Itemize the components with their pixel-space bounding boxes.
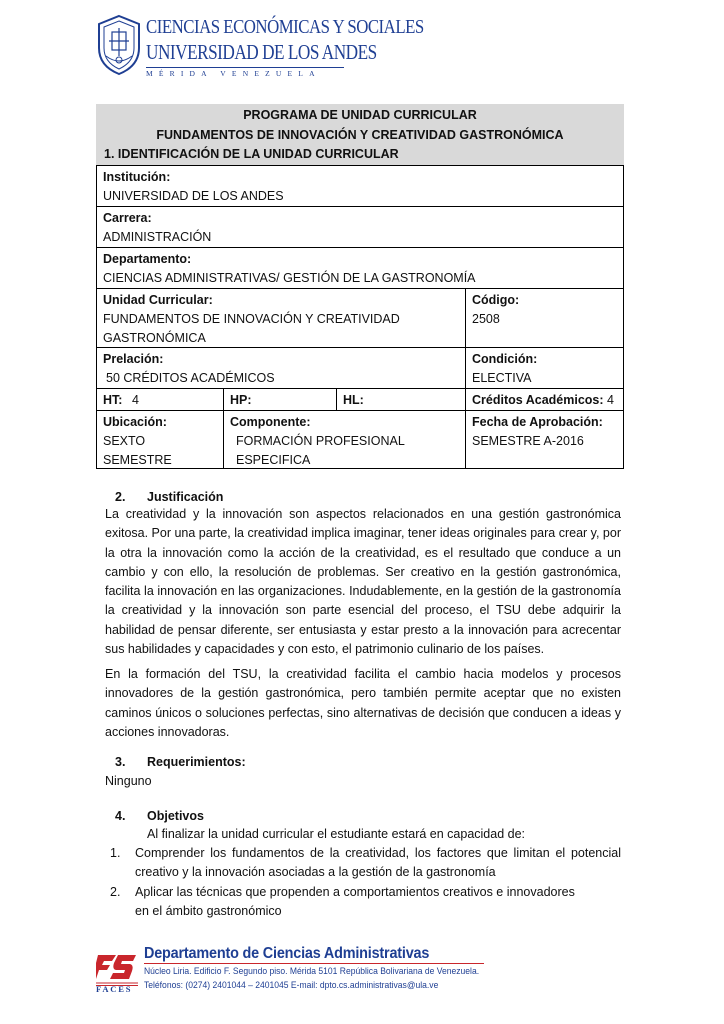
creditos-label: Créditos Académicos: <box>472 393 604 407</box>
justificacion-paragraph-1: La creatividad y la innovación son aspectos relacionados en una gestión gastronómica exitosa. Por una parte, la creatividad implica imaginar, tener ideas originales para crear y, por la otra la innovación como la acción de la creatividad, es el resultado que conduce a un cambio y con ello, la resolución de problemas. Ser creativo en la gestión gastronómica, facilita la innovación en las organizaciones. Indudablemente, en la gestión de la gastronomía la creatividad y la innovación son parte esencial del proceso, el TSU debe adquirir la habilidad de pensar diferente, ser entusiasta y estar presto a la innovación para acrecentar sus habilidades y capacidades y con esto, el patrimonio culinario de los países. <box>105 507 622 657</box>
institucion-label: Institución: <box>103 170 171 184</box>
componente-label: Componente: <box>230 415 311 429</box>
hl-label: HL: <box>343 393 364 407</box>
codigo-value: 2508 <box>472 312 500 326</box>
department-footer <box>96 944 526 1004</box>
header-university-name: UNIVERSIDAD DE LOS ANDES <box>146 40 377 64</box>
prelacion-cell <box>97 348 466 389</box>
objective-2-line-2: en el ámbito gastronómico <box>135 904 282 918</box>
hp-cell <box>224 389 337 411</box>
creditos-cell <box>466 389 623 411</box>
requerimientos-value: Ninguno <box>105 774 152 788</box>
codigo-cell <box>466 289 623 348</box>
ubicacion-cell <box>97 411 224 468</box>
unidad-curricular-cell <box>97 289 466 348</box>
objetivos-intro: Al finalizar la unidad curricular el estudiante estará en capacidad de: <box>147 827 526 841</box>
unidad-curricular-value-1: FUNDAMENTOS DE INNOVACIÓN Y CREATIVIDAD <box>103 312 400 326</box>
ht-value: 4 <box>131 393 139 407</box>
course-title: FUNDAMENTOS DE INNOVACIÓN Y CREATIVIDAD GASTRONÓMICA <box>156 128 564 142</box>
hp-label: HP: <box>230 393 252 407</box>
program-title: PROGRAMA DE UNIDAD CURRICULAR <box>243 108 477 122</box>
university-header <box>96 14 424 80</box>
componente-cell <box>224 411 466 468</box>
header-divider <box>146 67 344 68</box>
objective-1-number: 1. <box>110 846 121 860</box>
hl-cell <box>337 389 466 411</box>
departamento-label: Departamento: <box>103 252 192 266</box>
institucion-value: UNIVERSIDAD DE LOS ANDES <box>103 189 284 203</box>
section-3-number: 3. <box>115 755 126 769</box>
department-contact: Teléfonos: (0274) 2401044 – 2401045 E-mail: dpto.cs.administrativas@ula.ve <box>144 980 439 991</box>
carrera-value: ADMINISTRACIÓN <box>103 230 212 244</box>
section-1-heading: 1. IDENTIFICACIÓN DE LA UNIDAD CURRICULAR <box>104 147 399 161</box>
section-2-heading: Justificación <box>147 490 224 504</box>
section-2-number: 2. <box>115 490 126 504</box>
header-faculty-name: CIENCIAS ECONÓMICAS Y SOCIALES <box>146 16 424 38</box>
fecha-aprobacion-value: SEMESTRE A-2016 <box>472 434 584 448</box>
ubicacion-label: Ubicación: <box>103 415 167 429</box>
department-name: Departamento de Ciencias Administrativas <box>144 945 430 962</box>
fecha-aprobacion-cell <box>466 411 623 468</box>
university-seal-icon <box>96 14 142 76</box>
unidad-curricular-value-2: GASTRONÓMICA <box>103 331 206 345</box>
ht-label: HT: <box>103 393 123 407</box>
objective-1-text: Comprender los fundamentos de la creatividad, los factores que limitan el potencial creativo y la innovación asociadas a la gestión de la gastronomía <box>135 846 621 880</box>
carrera-cell <box>97 207 623 248</box>
program-title-block <box>96 104 624 165</box>
codigo-label: Código: <box>472 293 520 307</box>
unidad-curricular-label: Unidad Curricular: <box>103 293 213 307</box>
faces-label: FACES <box>96 984 133 994</box>
creditos-value: 4 <box>607 393 614 407</box>
objective-2-line-1: Aplicar las técnicas que propenden a comportamientos creativos e innovadores <box>135 885 575 899</box>
objective-2-number: 2. <box>110 885 121 899</box>
prelacion-label: Prelación: <box>103 352 164 366</box>
section-3-heading: Requerimientos: <box>147 755 246 769</box>
department-address: Núcleo Liria. Edificio F. Segundo piso. Mérida 5101 República Bolivariana de Venezuela. <box>144 966 480 977</box>
fecha-aprobacion-label: Fecha de Aprobación: <box>472 415 603 429</box>
footer-divider <box>144 963 484 964</box>
justificacion-paragraph-2: En la formación del TSU, la creatividad facilita el cambio hacia modelos y procesos innovadores de la gestión gastronómica, pero también permite aceptar que no existen caminos únicos o soluciones perfectas, sino alternativas de decisión que conducen a ideas y acciones innovadoras. <box>105 667 621 739</box>
condicion-value: ELECTIVA <box>472 371 532 385</box>
condicion-cell <box>466 348 623 389</box>
condicion-label: Condición: <box>472 352 538 366</box>
carrera-label: Carrera: <box>103 211 152 225</box>
departamento-cell <box>97 248 623 289</box>
section-4-number: 4. <box>115 809 126 823</box>
header-location: MÉRIDA VENEZUELA <box>146 69 321 78</box>
institucion-cell <box>97 166 623 207</box>
section-4-heading: Objetivos <box>147 809 204 823</box>
ht-cell <box>97 389 224 411</box>
componente-value-1: FORMACIÓN PROFESIONAL <box>236 434 405 448</box>
departamento-value: CIENCIAS ADMINISTRATIVAS/ GESTIÓN DE LA GASTRONOMÍA <box>103 271 476 285</box>
identification-table <box>96 165 624 469</box>
prelacion-value: 50 CRÉDITOS ACADÉMICOS <box>106 371 275 385</box>
componente-value-2: ESPECIFICA <box>236 453 311 467</box>
ubicacion-value: SEXTO SEMESTRE <box>103 434 172 467</box>
